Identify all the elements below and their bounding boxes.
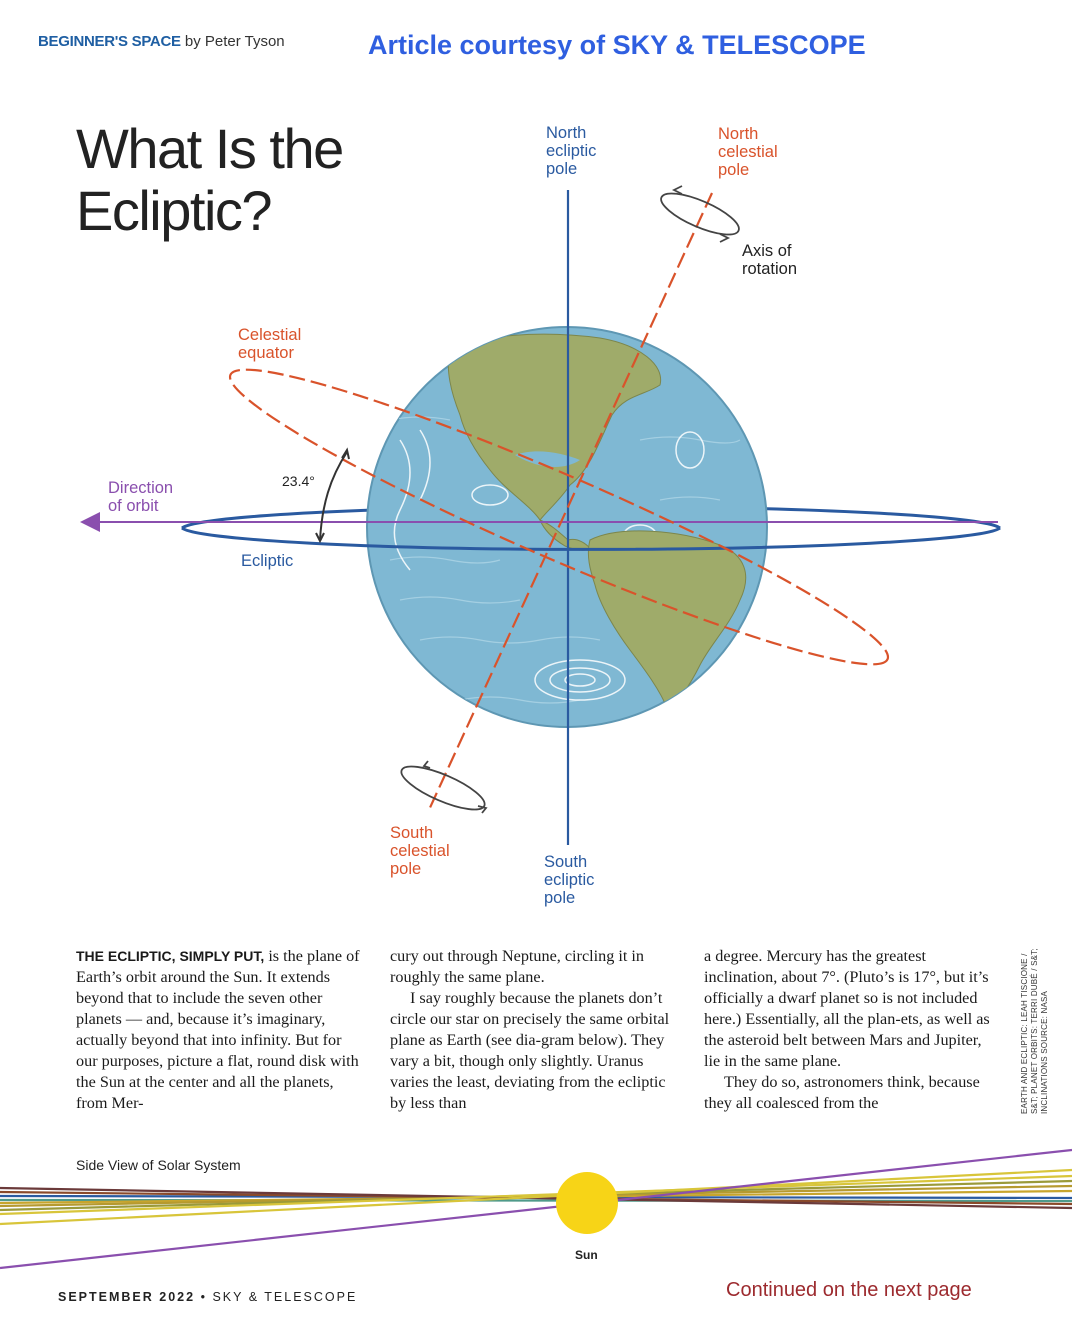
author-byline: by Peter Tyson <box>184 33 285 50</box>
issue-date: SEPTEMBER 2022 <box>58 1290 196 1304</box>
side-view-title: Side View of Solar System <box>76 1157 241 1173</box>
tilt-angle-arc <box>320 452 347 540</box>
body-column-3 <box>704 946 990 1114</box>
body-column-1 <box>76 946 362 1114</box>
column-3-paragraph-1: a degree. Mercury has the greatest inclination, about 7°. (Pluto’s is 17°, but it’s officially a dwarf planet so is not included here.) Essentially, all the plan-ets, as well as the asteroid belt between Mars and Jupiter, lie in the same plane. <box>704 947 990 1070</box>
column-1-text: is the plane of Earth’s orbit around the Sun. It extends beyond that to include the seven other planets — and, because it’s imaginary, actually beyond that into infinity. But for our purposes, picture a flat, round disk with the Sun at the center and all the planets, from Mer- <box>76 947 360 1112</box>
north-rotation-arrow <box>656 185 743 242</box>
south-ecliptic-pole-label: South ecliptic pole <box>544 853 595 907</box>
magazine-name: SKY & TELESCOPE <box>212 1290 358 1304</box>
title-line-2: Ecliptic? <box>76 179 272 242</box>
ecliptic-label: Ecliptic <box>241 552 294 570</box>
page-footer <box>58 1290 357 1304</box>
direction-of-orbit-label: Direction of orbit <box>108 479 174 515</box>
celestial-equator-label: Celestial equator <box>238 326 302 362</box>
axis-of-rotation-label: Axis of rotation <box>742 242 798 278</box>
north-ecliptic-pole-label: North ecliptic pole <box>546 124 597 178</box>
continued-link[interactable]: Continued on the next page <box>726 1279 972 1301</box>
section-name: BEGINNER'S SPACE <box>38 33 181 50</box>
column-3-paragraph-2: They do so, astronomers think, because they all coalesced from the <box>704 1073 980 1112</box>
column-2-paragraph-1: cury out through Neptune, circling it in roughly the same plane. <box>390 947 644 986</box>
title-line-1: What Is the <box>76 117 343 180</box>
sun-disc <box>556 1172 618 1234</box>
lead-in: THE ECLIPTIC, SIMPLY PUT, <box>76 948 265 964</box>
footer-bullet: • <box>200 1290 207 1304</box>
south-celestial-pole-label: South celestial pole <box>390 824 450 878</box>
tilt-angle-label: 23.4° <box>282 473 315 489</box>
sun-label: Sun <box>575 1248 598 1262</box>
image-credit: EARTH AND ECLIPTIC: LEAH TISCIONE / S&T; PLANET ORBITS: TERRI DUBÉ / S&T; INCLINATIONS SOURCE: NASA <box>1020 948 1049 1114</box>
courtesy-banner: Article courtesy of SKY & TELESCOPE <box>368 30 866 60</box>
north-celestial-pole-label: North celestial pole <box>718 125 778 179</box>
body-column-2 <box>390 946 676 1114</box>
column-2-paragraph-2: I say roughly because the planets don’t circle our star on precisely the same orbital plane as Earth (see dia-gram below). They vary a bit, though only slightly. Uranus varies the least, deviating from the ecliptic by less than <box>390 989 670 1112</box>
south-rotation-arrow <box>397 758 490 818</box>
